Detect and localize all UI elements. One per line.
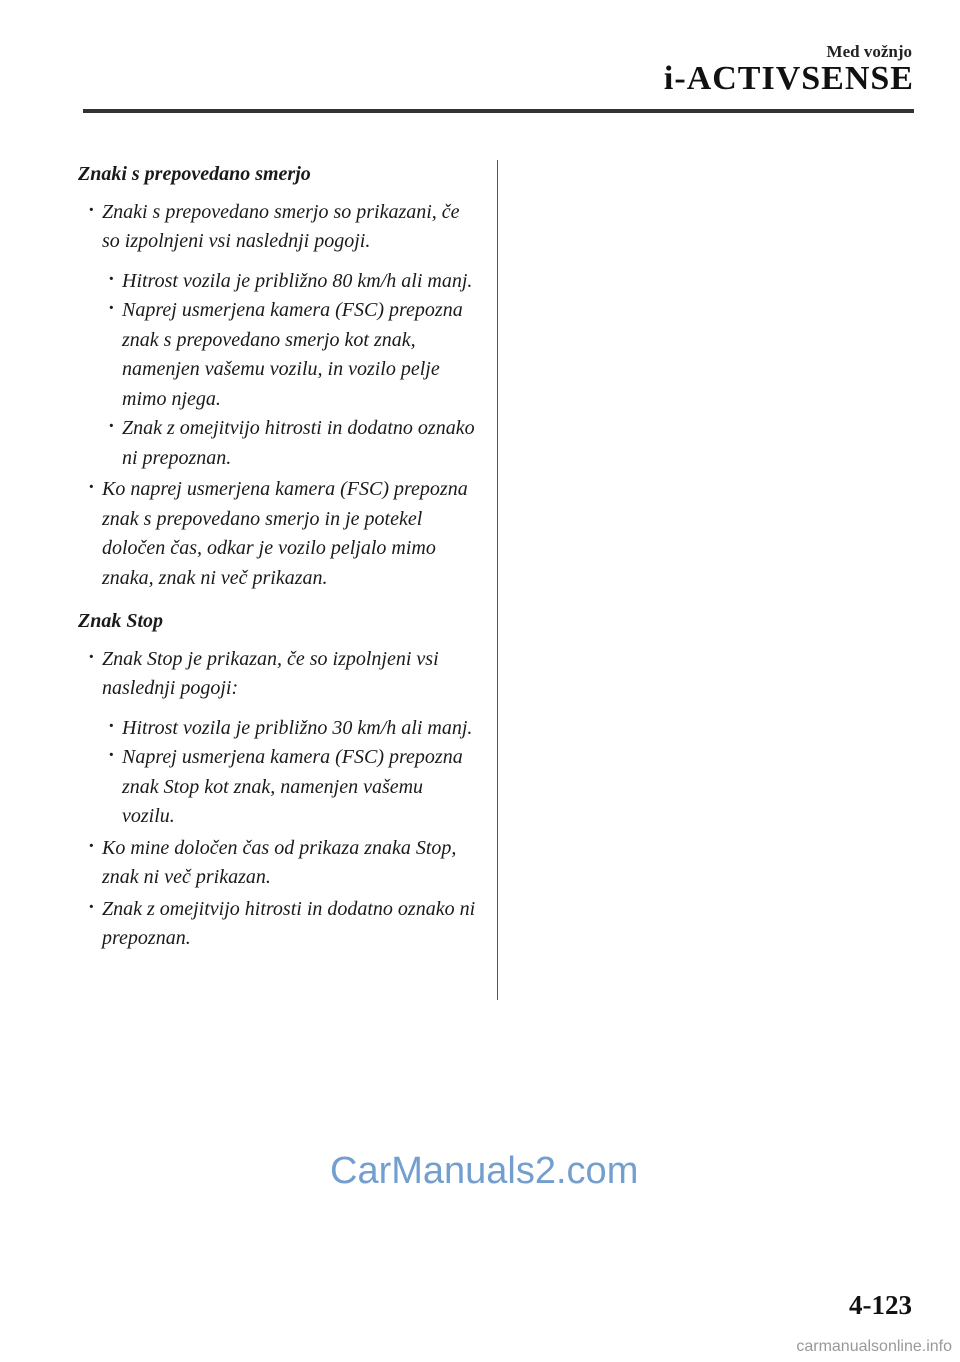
sub-list	[102, 714, 478, 832]
section-heading-stop: Znak Stop	[78, 610, 164, 632]
section-heading-no-entry: Znaki s prepovedano smerjo	[78, 163, 311, 185]
sub-list-item: · Znak z omejitvijo hitrosti in dodatno oznako ni prepoznan.	[102, 414, 478, 473]
header-title: i-ACTIVSENSE	[663, 60, 914, 97]
header-subtitle: Med vožnjo	[826, 42, 912, 61]
section-list	[78, 198, 478, 594]
section-list	[78, 645, 478, 954]
content-column	[78, 160, 478, 956]
sub-list-item: · Hitrost vozila je približno 30 km/h ali manj.	[102, 714, 478, 744]
list-item	[78, 895, 478, 954]
sub-list-item: · Naprej usmerjena kamera (FSC) prepozna znak Stop kot znak, namenjen vašemu vozilu.	[102, 743, 478, 832]
list-item-text: Znaki s prepovedano smerjo so prikazani, če so izpolnjeni vsi naslednji pogoji.	[102, 200, 460, 252]
list-item-text: Znak z omejitvijo hitrosti in dodatno oznako ni prepoznan.	[102, 897, 476, 949]
page-number: 4-123	[849, 1290, 912, 1320]
header-rule	[83, 109, 914, 113]
list-item-text: Znak Stop je prikazan, če so izpolnjeni vsi naslednji pogoji:	[102, 647, 439, 699]
sub-list-item: · Naprej usmerjena kamera (FSC) prepozna znak s prepovedano smerjo kot znak, namenjen vašemu vozilu, in vozilo pelje mimo njega.	[102, 296, 478, 414]
list-item	[78, 834, 478, 893]
list-item	[78, 475, 478, 593]
list-item-text: Ko mine določen čas od prikaza znaka Stop, znak ni več prikazan.	[102, 836, 457, 888]
list-item	[78, 645, 478, 832]
sub-list	[102, 267, 478, 474]
column-divider	[497, 160, 498, 1000]
sub-list-item: · Hitrost vozila je približno 80 km/h ali manj.	[102, 267, 478, 297]
list-item	[78, 198, 478, 474]
watermark-logo: CarManuals2.com	[330, 1150, 639, 1192]
footer-url: carmanualsonline.info	[796, 1338, 952, 1355]
list-item-text: Ko naprej usmerjena kamera (FSC) prepozna znak s prepovedano smerjo in je potekel določen čas, odkar je vozilo peljalo mimo znaka, znak ni več prikazan.	[102, 478, 468, 589]
